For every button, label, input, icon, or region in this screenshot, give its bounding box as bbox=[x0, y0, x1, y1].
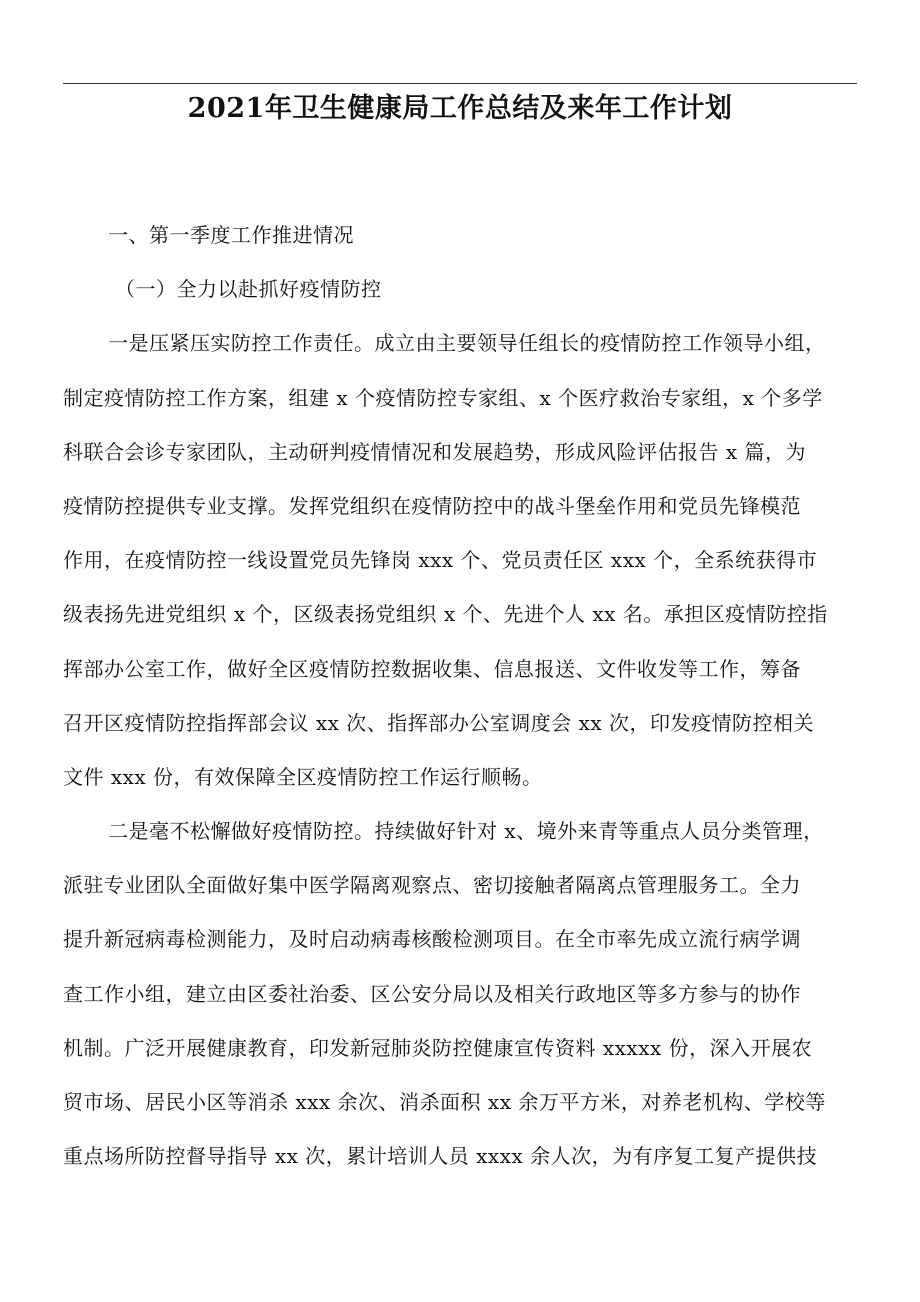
paragraph-line: 级表扬先进党组织 x 个，区级表扬党组织 x 个、先进个人 xx 名。承担区疫情防控指 bbox=[63, 602, 828, 627]
section-heading: 一、第一季度工作推进情况 bbox=[108, 223, 354, 247]
subsection-heading: （一）全力以赴抓好疫情防控 bbox=[115, 277, 382, 302]
paragraph-line: 提升新冠病毒检测能力，及时启动病毒核酸检测项目。在全市率先成立流行病学调 bbox=[63, 927, 801, 952]
document-body bbox=[63, 208, 863, 1183]
paragraph-2 bbox=[63, 804, 863, 1183]
paragraph-line: 作用，在疫情防控一线设置党员先锋岗 xxx 个、党员责任区 xxx 个，全系统获得市 bbox=[63, 548, 818, 573]
paragraph-line: 查工作小组，建立由区委社治委、区公安分局以及相关行政地区等多方参与的协作 bbox=[63, 981, 801, 1006]
header-rule bbox=[63, 83, 857, 84]
document-title: 2021年卫生健康局工作总结及来年工作计划 bbox=[187, 93, 733, 124]
paragraph-line: 重点场所防控督导指导 xx 次，累计培训人员 xxxx 余人次，为有序复工复产提供技 bbox=[63, 1144, 818, 1169]
paragraph-line: 疫情防控提供专业支撑。发挥党组织在疫情防控中的战斗堡垒作用和党员先锋模范 bbox=[63, 493, 801, 518]
paragraph-line: 科联合会诊专家团队，主动研判疫情情况和发展趋势，形成风险评估报告 x 篇，为 bbox=[63, 439, 806, 464]
paragraph-line: 机制。广泛开展健康教育，印发新冠肺炎防控健康宣传资料 xxxxx 份，深入开展农 bbox=[63, 1035, 813, 1060]
paragraph-line: 文件 xxx 份，有效保障全区疫情防控工作运行顺畅。 bbox=[63, 764, 543, 789]
paragraph-line: 挥部办公室工作，做好全区疫情防控数据收集、信息报送、文件收发等工作，筹备 bbox=[63, 656, 801, 681]
paragraph-line: 一是压紧压实防控工作责任。成立由主要领导任组长的疫情防控工作领导小组， bbox=[108, 331, 826, 356]
paragraph-line: 贸市场、居民小区等消杀 xxx 余次、消杀面积 xx 余万平方米，对养老机构、学校等 bbox=[63, 1090, 826, 1114]
paragraph-line: 二是毫不松懈做好疫情防控。持续做好针对 x、境外来青等重点人员分类管理， bbox=[108, 819, 824, 844]
paragraph-1 bbox=[63, 316, 863, 804]
paragraph-line: 派驻专业团队全面做好集中医学隔离观察点、密切接触者隔离点管理服务工。全力 bbox=[63, 873, 801, 898]
paragraph-line: 召开区疫情防控指挥部会议 xx 次、指挥部办公室调度会 xx 次，印发疫情防控相关 bbox=[63, 710, 815, 735]
paragraph-line: 制定疫情防控工作方案，组建 x 个疫情防控专家组、x 个医疗救治专家组，x 个多学 bbox=[63, 385, 823, 410]
